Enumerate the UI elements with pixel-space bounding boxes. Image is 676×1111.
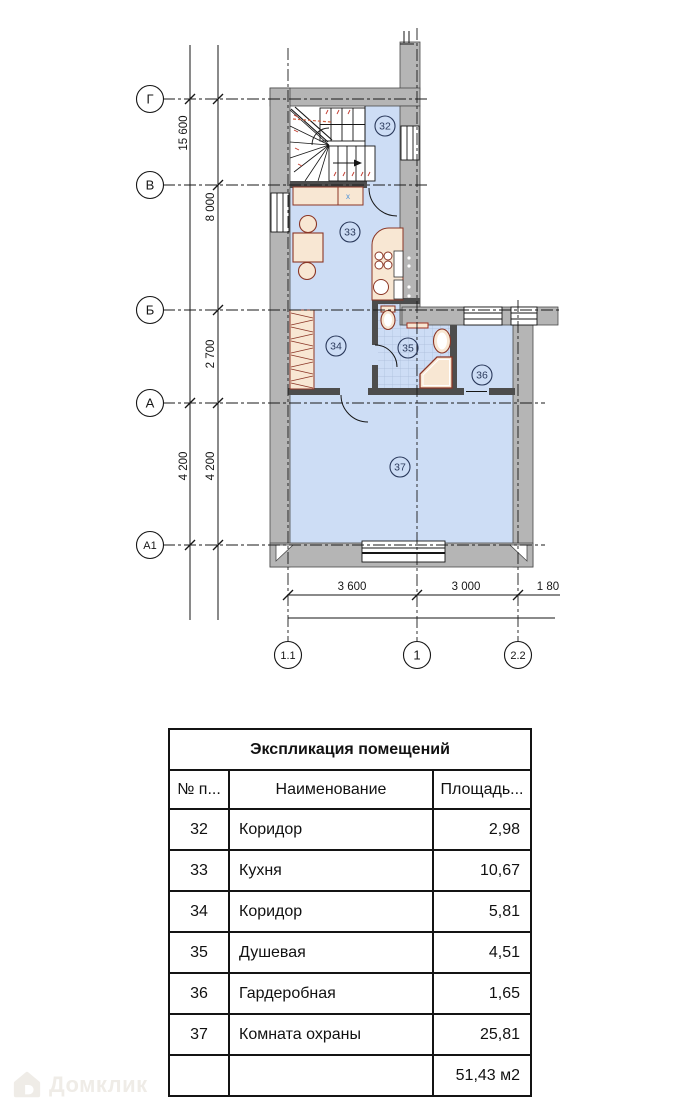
room-name: Кухня: [229, 850, 433, 891]
room-number: 33: [169, 850, 229, 891]
room-number: 32: [169, 809, 229, 850]
room-name: Коридор: [229, 809, 433, 850]
dim-4200-inner: 4 200: [205, 451, 217, 481]
room-36: 36: [476, 369, 488, 382]
room-name: Коридор: [229, 891, 433, 932]
dim-3000: 3 000: [451, 581, 481, 593]
axis-row-b: Б: [145, 302, 155, 318]
room-name: Душевая: [229, 932, 433, 973]
dim-8000: 8 000: [205, 192, 217, 222]
room-area: 10,67: [433, 850, 531, 891]
room-34: 34: [330, 340, 342, 353]
room-area: 5,81: [433, 891, 531, 932]
room-number: 37: [169, 1014, 229, 1055]
window-kitchen-left: [271, 193, 289, 232]
room-33: 33: [344, 226, 356, 239]
watermark-text: Домклик: [49, 1072, 148, 1097]
explication-table: [168, 728, 532, 1097]
room-number: 35: [169, 932, 229, 973]
table-row: [169, 1014, 531, 1055]
table-title: Экспликация помещений: [169, 729, 531, 770]
axis-row-a: А: [145, 395, 155, 411]
col-header-area: Площадь...: [433, 770, 531, 809]
kitchen-counter-top: [293, 187, 363, 205]
room-area: 2,98: [433, 809, 531, 850]
window-room37-bottom: [362, 541, 445, 562]
table-row: [169, 891, 531, 932]
axis-col-22: 2.2: [510, 650, 526, 662]
room-35: 35: [402, 342, 414, 355]
dim-2700: 2 700: [205, 339, 217, 369]
table-row: [169, 809, 531, 850]
room-number: 36: [169, 973, 229, 1014]
kitchen-marker: x: [346, 192, 350, 201]
wardrobe: [290, 310, 314, 389]
kitchen-sink: [374, 280, 389, 295]
room-name: Комната охраны: [229, 1014, 433, 1055]
room-number: 34: [169, 891, 229, 932]
table-row: [169, 973, 531, 1014]
dim-3600: 3 600: [337, 581, 367, 593]
axis-row-a1: А1: [143, 540, 157, 552]
axis-col-1: 1: [413, 647, 421, 663]
watermark: [12, 1070, 148, 1100]
dim-4200-outer: 4 200: [178, 451, 190, 481]
axis-row-v: В: [145, 177, 155, 193]
col-header-number: № п...: [169, 770, 229, 809]
chair: [299, 263, 316, 280]
radiator: [407, 323, 428, 328]
room-area: 4,51: [433, 932, 531, 973]
table-row: [169, 850, 531, 891]
room-32: 32: [379, 120, 391, 133]
kitchen-table: [293, 233, 323, 262]
dim-180: 1 80: [536, 581, 560, 593]
axis-col-11: 1.1: [280, 650, 296, 662]
total-area: 51,43 м2: [433, 1055, 531, 1096]
dim-15600: 15 600: [178, 115, 190, 151]
window-room32-right: [401, 126, 419, 160]
room-area: 1,65: [433, 973, 531, 1014]
chair: [300, 216, 317, 233]
table-row: [169, 932, 531, 973]
room-area: 25,81: [433, 1014, 531, 1055]
table-total-row: [169, 1055, 531, 1096]
house-logo-icon: [12, 1070, 42, 1100]
room-37: 37: [394, 461, 406, 474]
axis-row-g: Г: [146, 91, 154, 107]
col-header-name: Наименование: [229, 770, 433, 809]
room-name: Гардеробная: [229, 973, 433, 1014]
